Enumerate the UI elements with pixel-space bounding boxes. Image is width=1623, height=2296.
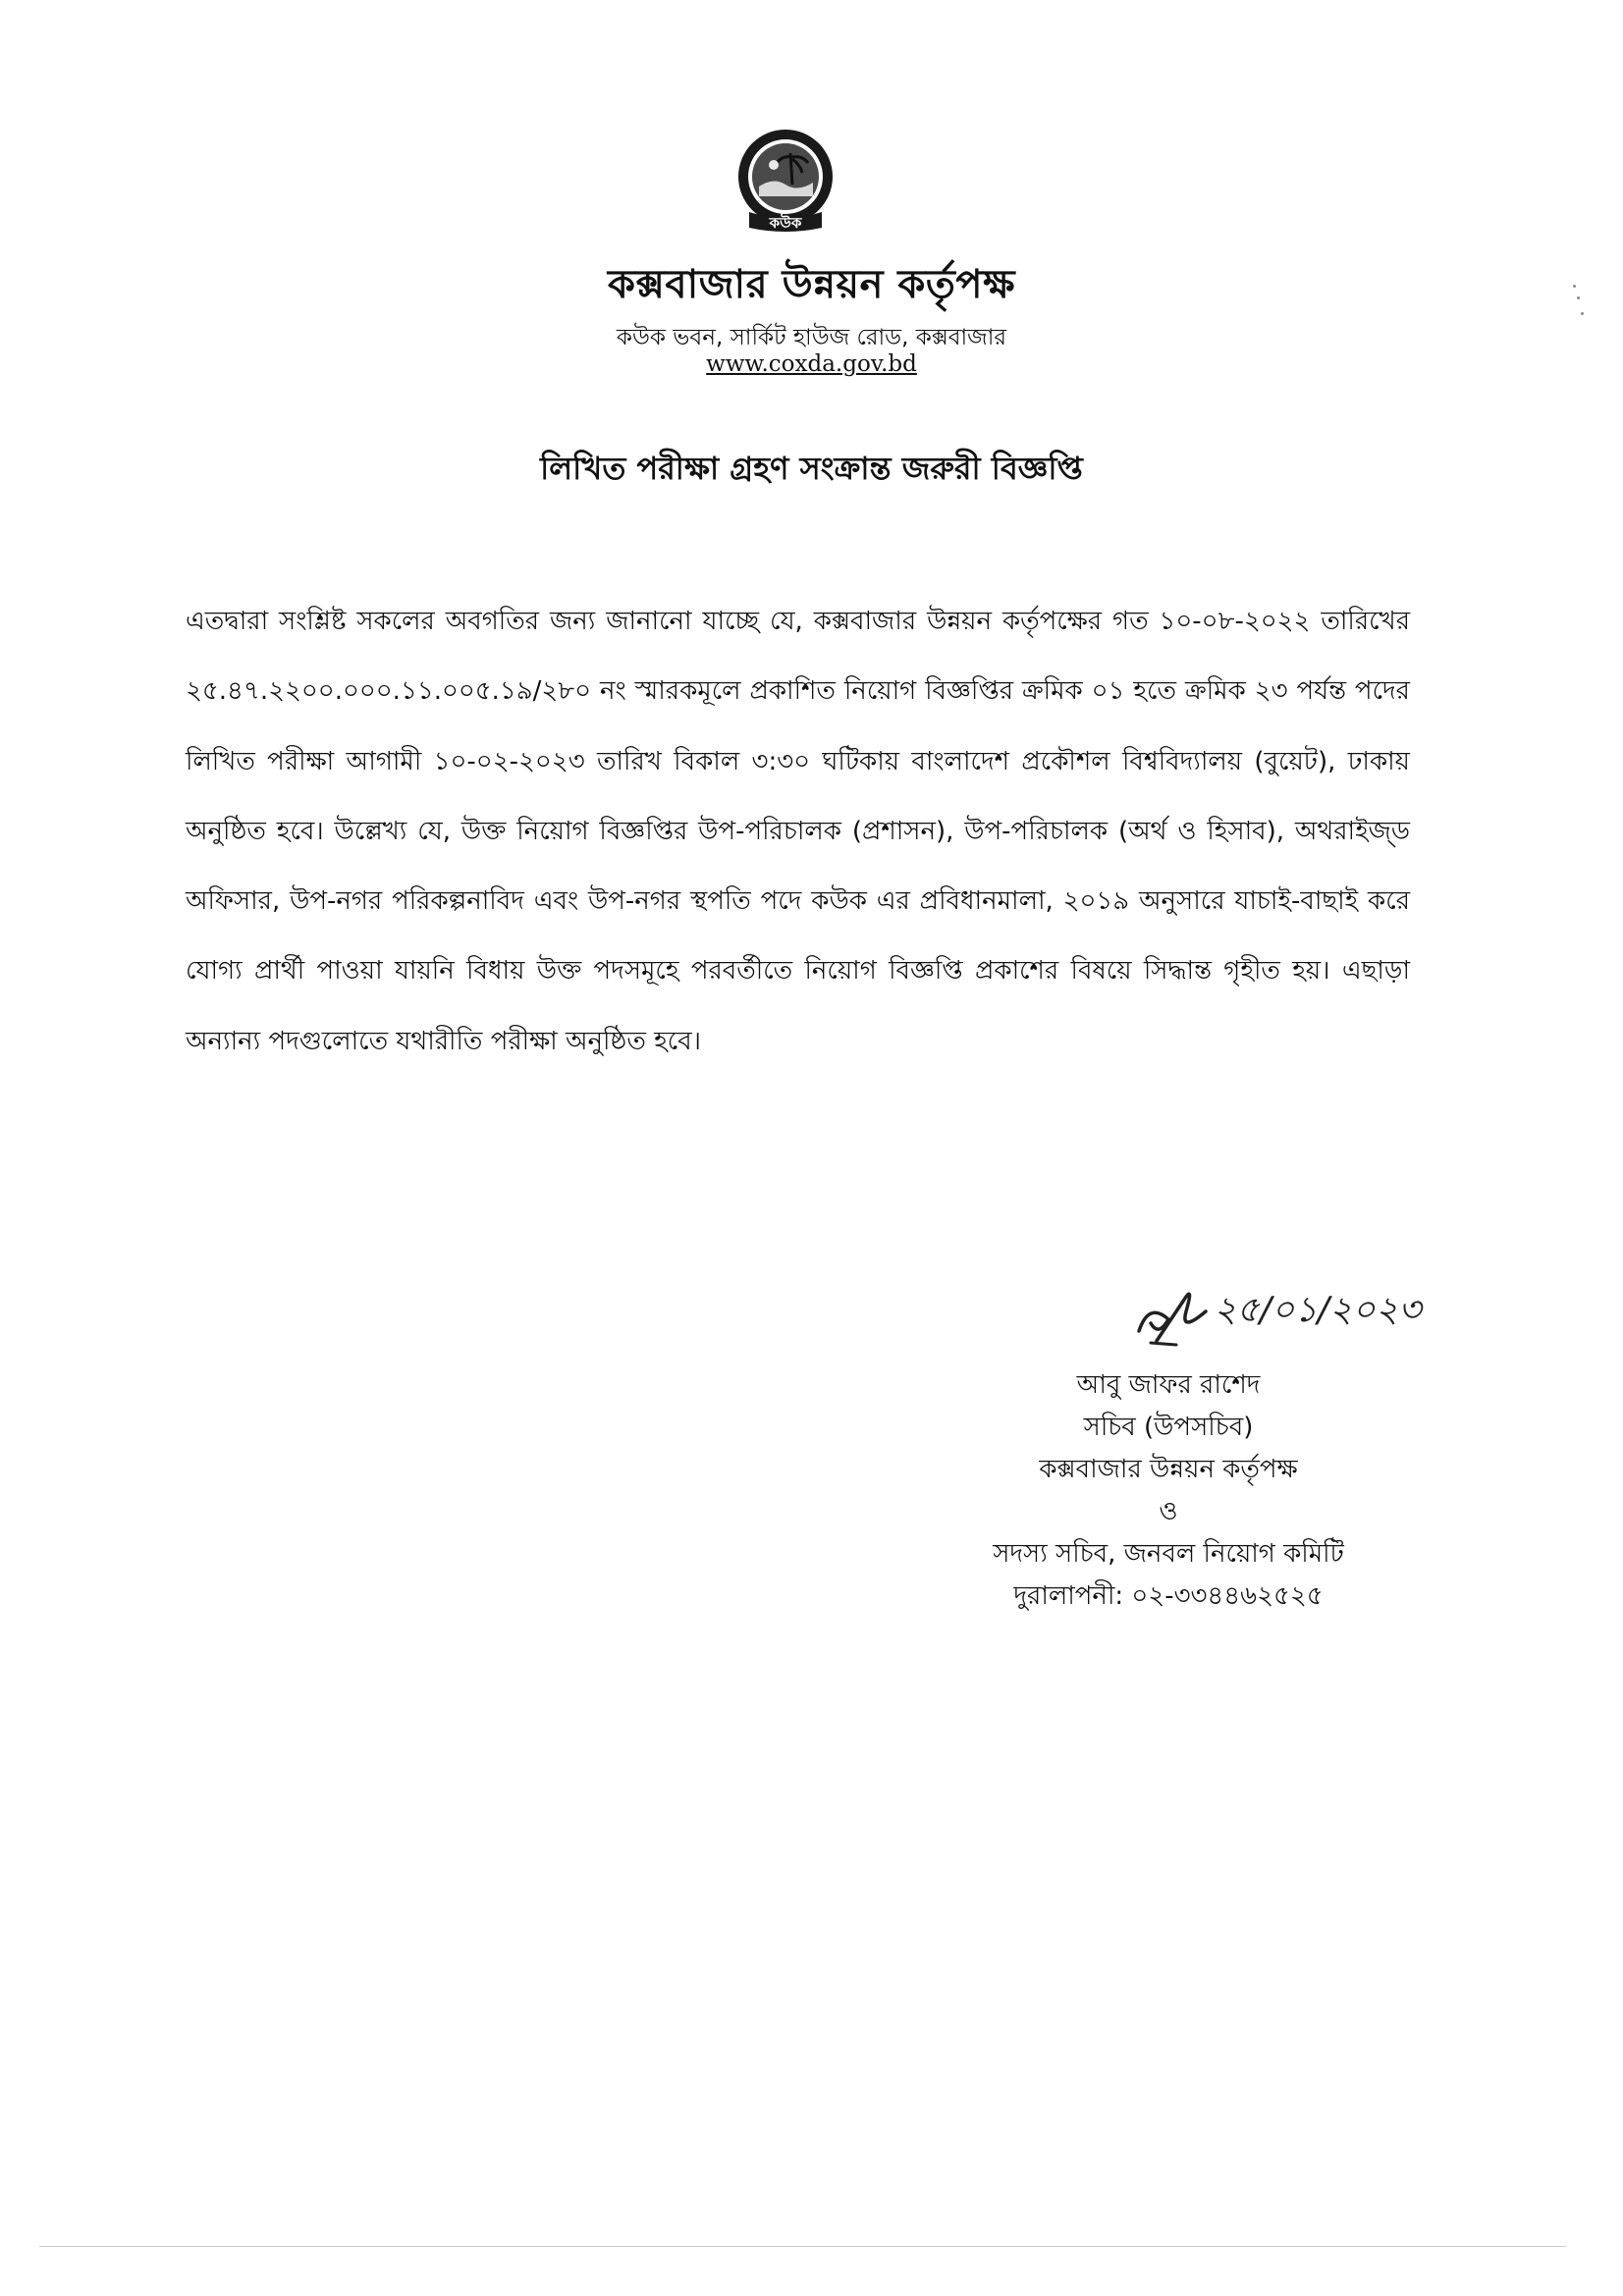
logo-text: কউক	[769, 214, 802, 232]
signatory-organization: কক্সবাজার উন্নয়ন কর্তৃপক্ষ	[1039, 1455, 1298, 1484]
organization-website-link[interactable]: www.coxda.gov.bd	[706, 351, 917, 377]
coxda-emblem-icon	[720, 126, 852, 236]
signatory-conjunction: ও	[1159, 1497, 1178, 1526]
signatory-block	[903, 1364, 1434, 1618]
signature-date: ২৫/০১/২০২৩	[1214, 1290, 1422, 1330]
scan-edge-line	[39, 2246, 1566, 2247]
signatory-name: আবু জাফর রাশেদ	[1076, 1370, 1261, 1400]
handwritten-signature	[1129, 1272, 1443, 1351]
organization-address: কউক ভবন, সার্কিট হাউজ রোড, কক্সবাজার	[616, 325, 1007, 350]
signatory-designation: সচিব (উপসচিব)	[1083, 1413, 1254, 1442]
scan-speck	[1573, 285, 1576, 288]
signatory-phone: দুরালাপনী: ০২-৩৩৪৪৬২৫২৫	[1013, 1581, 1324, 1611]
notice-title: লিখিত পরীক্ষা গ্রহণ সংক্রান্ত জরুরী বিজ্ঞপ্তি	[540, 450, 1083, 487]
notice-body: এতদ্বারা সংশ্লিষ্ট সকলের অবগতির জন্য জানানো যাচ্ছে যে, কক্সবাজার উন্নয়ন কর্তৃপক্ষের গত ১০-০৮-২০২২ তারিখের ২৫.৪৭.২২০০.০০০.১১.০০৫.১৯/২৮০ নং স্মারকমূলে প্রকাশিত নিয়োগ বিজ্ঞপ্তির ক্রমিক ০১ হতে ক্রমিক ২৩ পর্যন্ত পদের লিখিত পরীক্ষা আগামী ১০-০২-২০২৩ তারিখ বিকাল ৩:৩০ ঘটিকায় বাংলাদেশ প্রকৌশল বিশ্ববিদ্যালয় (বুয়েট), ঢাকায় অনুষ্ঠিত হবে। উল্লেখ্য যে, উক্ত নিয়োগ বিজ্ঞপ্তির উপ-পরিচালক (প্রশাসন), উপ-পরিচালক (অর্থ ও হিসাব), অথরাইজ্ড অফিসার, উপ-নগর পরিকল্পনাবিদ এবং উপ-নগর স্থপতি পদে কউক এর প্রবিধানমালা, ২০১৯ অনুসারে যাচাই-বাছাই করে যোগ্য প্রার্থী পাওয়া যায়নি বিধায় উক্ত পদসমূহে পরবর্তীতে নিয়োগ বিজ্ঞপ্তি প্রকাশের বিষয়ে সিদ্ধান্ত গৃহীত হয়। এছাড়া অন্যান্য পদগুলোতে যথারীতি পরীক্ষা অনুষ্ঠিত হবে।	[186, 607, 1410, 1056]
scan-speck	[1581, 312, 1584, 315]
signatory-committee-role: সদস্য সচিব, জনবল নিয়োগ কমিটি	[993, 1539, 1344, 1569]
scan-speck	[1577, 296, 1580, 299]
organization-name: কক্সবাজার উন্নয়ন কর্তৃপক্ষ	[608, 262, 1015, 307]
